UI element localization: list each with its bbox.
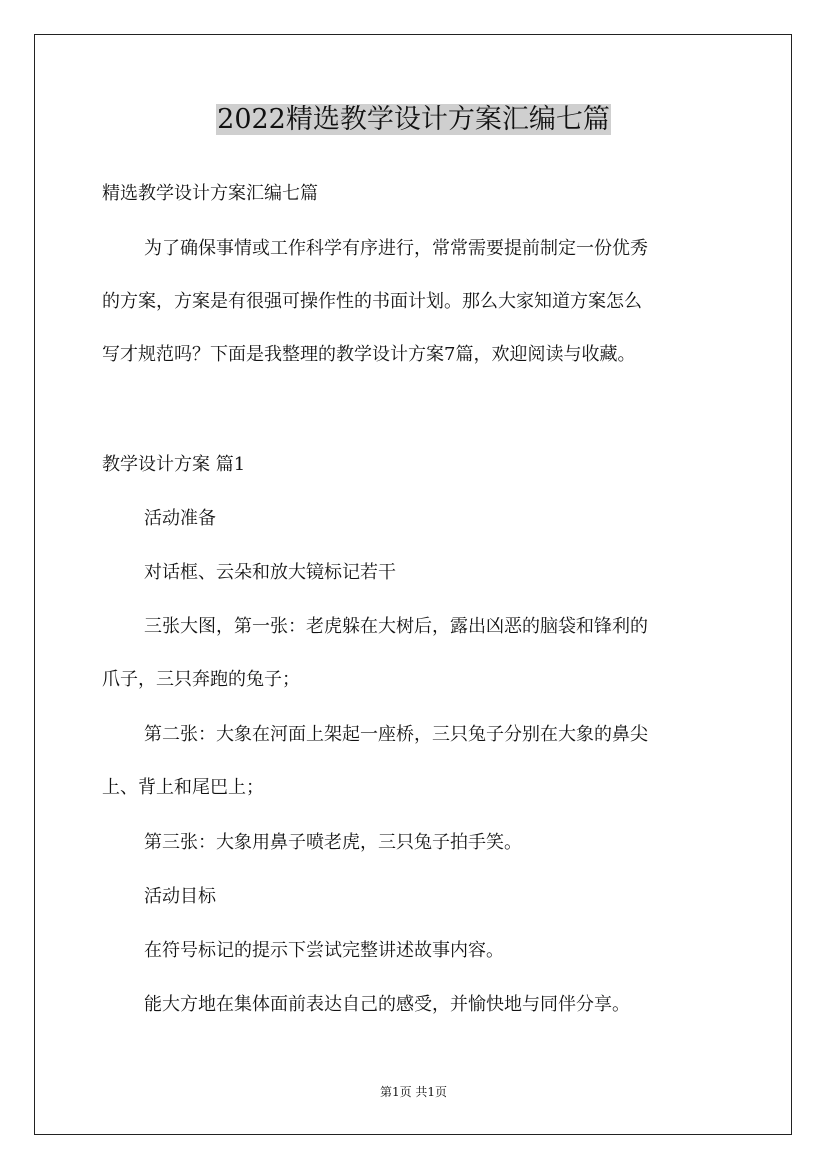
paragraph-heading: 活动目标	[144, 886, 216, 907]
section-heading: 教学设计方案 篇1	[102, 454, 246, 475]
paragraph: 对话框、云朵和放大镜标记若干	[144, 562, 396, 583]
document-title-text: 2022精选教学设计方案汇编七篇	[217, 104, 610, 135]
document-subtitle: 精选教学设计方案汇编七篇	[102, 183, 318, 204]
intro-line-1: 为了确保事情或工作科学有序进行，常常需要提前制定一份优秀	[144, 238, 648, 259]
paragraph-continuation: 上、背上和尾巴上；	[102, 777, 264, 798]
paragraph: 第三张：大象用鼻子喷老虎，三只兔子拍手笑。	[144, 832, 522, 853]
paragraph: 能大方地在集体面前表达自己的感受，并愉快地与同伴分享。	[144, 994, 630, 1015]
page-number-footer: 第1页 共1页	[379, 1085, 448, 1099]
document-title	[0, 100, 827, 140]
paragraph: 三张大图，第一张：老虎躲在大树后，露出凶恶的脑袋和锋利的	[144, 616, 648, 637]
paragraph: 第二张：大象在河面上架起一座桥，三只兔子分别在大象的鼻尖	[144, 724, 648, 745]
paragraph-heading: 活动准备	[144, 508, 216, 529]
paragraph-continuation: 爪子，三只奔跑的兔子；	[102, 669, 300, 690]
intro-line-3: 写才规范吗？下面是我整理的教学设计方案7篇，欢迎阅读与收藏。	[102, 344, 636, 365]
intro-line-2: 的方案，方案是有很强可操作性的书面计划。那么大家知道方案怎么	[102, 291, 642, 312]
paragraph: 在符号标记的提示下尝试完整讲述故事内容。	[144, 940, 504, 961]
